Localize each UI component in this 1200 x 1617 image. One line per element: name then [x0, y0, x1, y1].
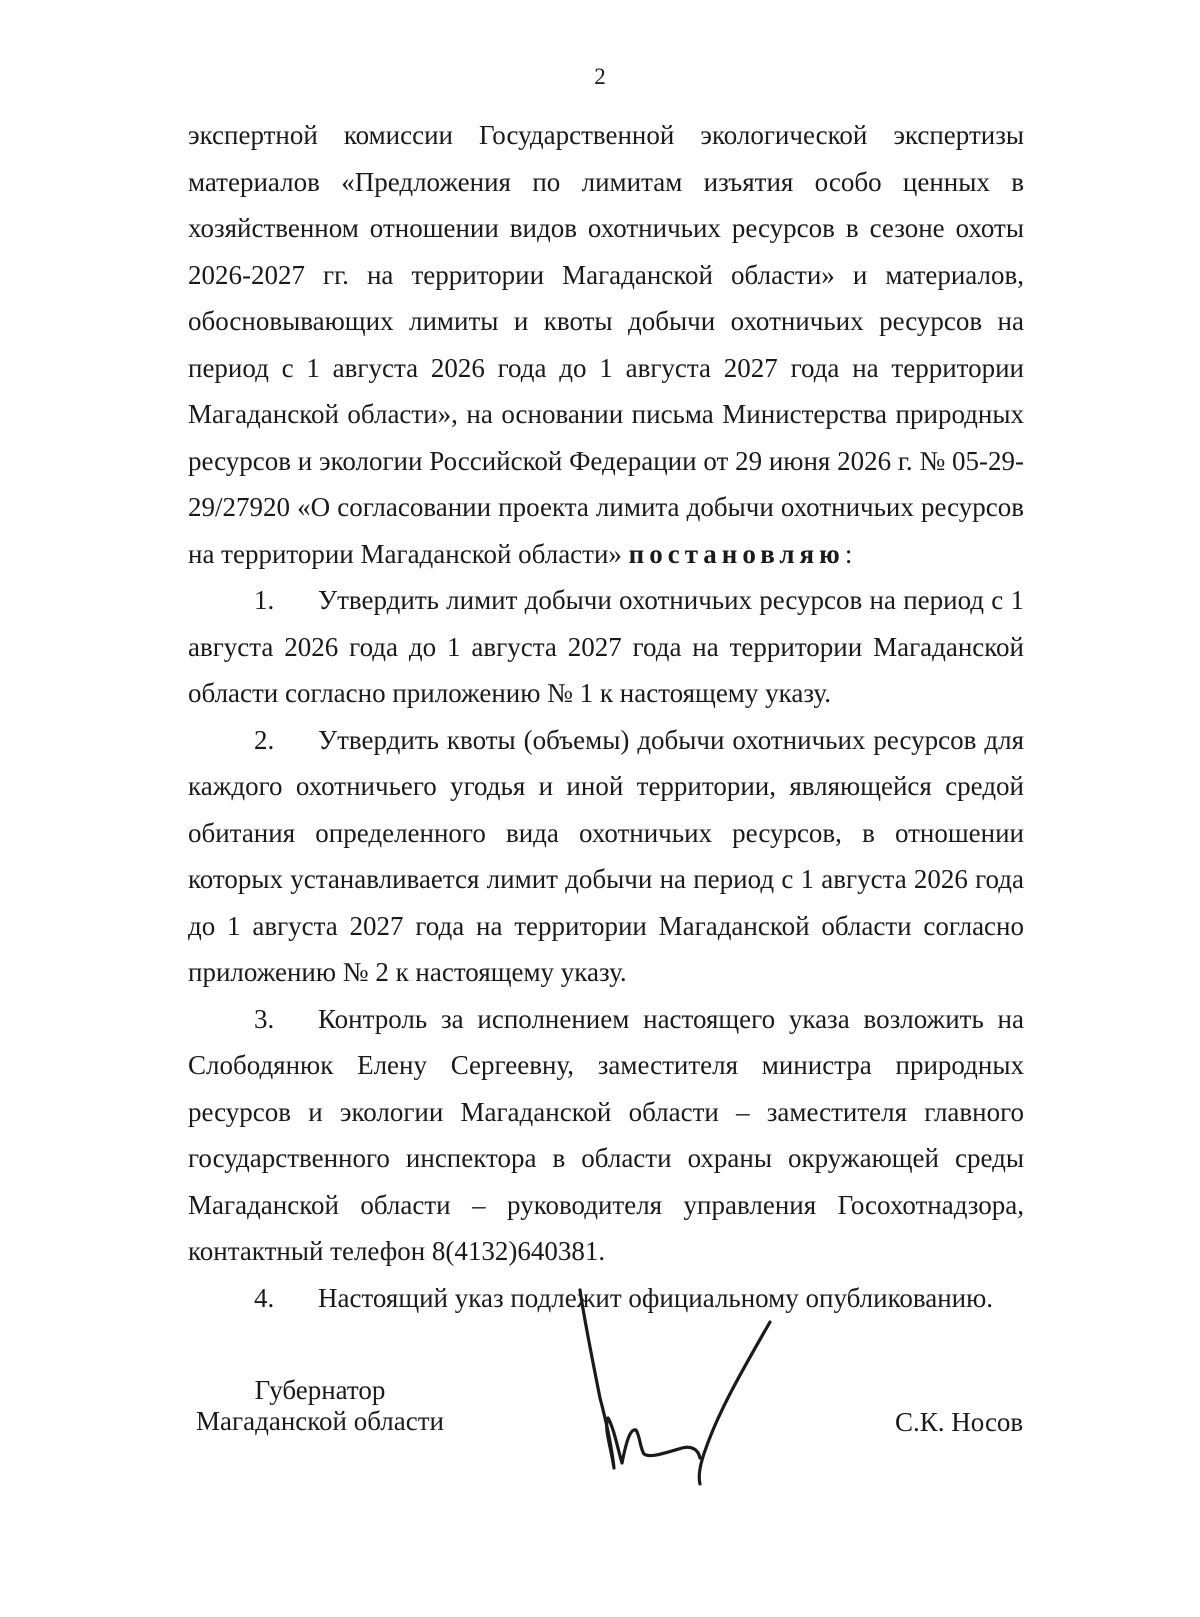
item-text: Настоящий указ подлежит официальному опубликованию.	[318, 1282, 994, 1313]
item-text: Утвердить лимит добычи охотничьих ресурсов на период с 1 августа 2026 года до 1 августа 2027 года на территории Магаданской области согласно приложению № 1 к настоящему указу.	[188, 585, 1024, 708]
item-text: Утвердить квоты (объемы) добычи охотничьих ресурсов для каждого охотничьего угодья и иной территории, являющейся средой обитания определенного вида охотничьих ресурсов, в отношении которых устанавливается лимит добычи на период с 1 августа 2026 года до 1 августа 2027 года на территории Магаданской области согласно приложению № 2 к настоящему указу.	[188, 724, 1024, 987]
handwritten-signature-icon	[570, 1278, 800, 1498]
page-number: 2	[594, 64, 606, 89]
decree-colon: :	[844, 538, 853, 569]
item-text: Контроль за исполнением настоящего указа возложить на Слободянюк Елену Сергеевну, заместителя министра природных ресурсов и экологии Магаданской области – заместителя главного государственного инспектора в области охраны окружающей среды Магаданской области – руководителя управления Госохотнадзора, контактный телефон 8(4132)640381.	[188, 1003, 1024, 1266]
list-item	[188, 577, 1024, 717]
list-item	[188, 717, 1024, 996]
intro-text: экспертной комиссии Государственной экологической экспертизы материалов «Предложения по лимитам изъятия особо ценных в хозяйственном отношении видов охотничьих ресурсов в сезоне охоты 2026-2027 гг. на территории Магаданской области» и материалов, обосновывающих лимиты и квоты добычи охотничьих ресурсов на период с 1 августа 2026 года до 1 августа 2027 года на территории Магаданской области», на основании письма Министерства природных ресурсов и экологии Российской Федерации от 29 июня 2026 г. № 05-29-29/27920 «О согласовании проекта лимита добычи охотничьих ресурсов на территории Магаданской области»	[188, 120, 1024, 569]
governor-title-line: Магаданской области	[196, 1406, 444, 1436]
item-number: 4.	[254, 1282, 275, 1313]
document-body	[188, 112, 1024, 1321]
item-number: 3.	[254, 1003, 275, 1034]
item-number: 1.	[254, 585, 275, 615]
decree-word: постановляю	[628, 538, 845, 569]
item-number: 2.	[254, 724, 275, 755]
governor-title-line: Губернатор	[254, 1375, 386, 1405]
list-item	[188, 996, 1024, 1275]
governor-title	[190, 1375, 450, 1437]
governor-name: С.К. Носов	[895, 1407, 1024, 1437]
intro-paragraph	[188, 112, 1024, 577]
